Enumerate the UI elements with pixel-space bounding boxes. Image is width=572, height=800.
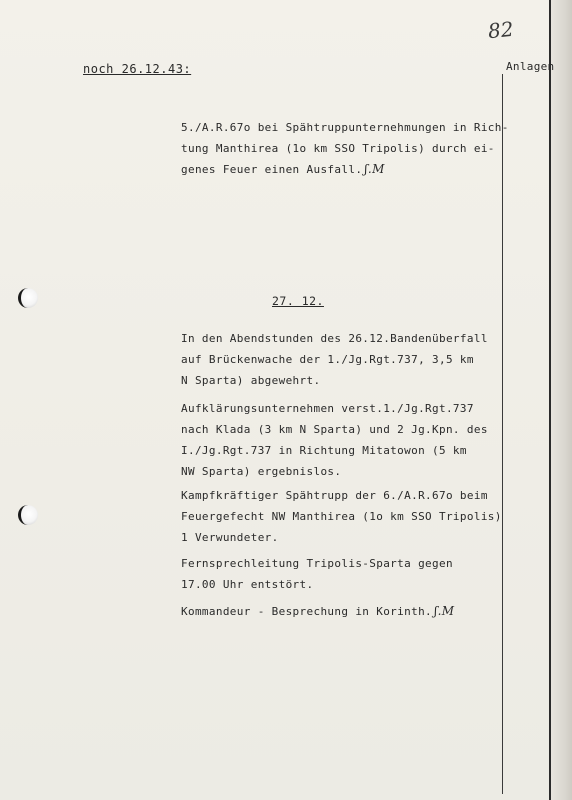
text-line: 17.00 Uhr entstört. bbox=[181, 578, 314, 591]
anlagen-margin-line bbox=[502, 74, 503, 794]
punch-hole bbox=[18, 505, 38, 525]
text-line: NW Sparta) ergebnislos. bbox=[181, 465, 342, 478]
header-date: noch 26.12.43: bbox=[83, 62, 192, 76]
text-line: 5./A.R.67o bei Spähtruppunternehmungen in Rich- bbox=[181, 121, 509, 134]
text-line-content: genes Feuer einen Ausfall. bbox=[181, 163, 363, 176]
punch-hole bbox=[18, 288, 38, 308]
paragraph-5 bbox=[181, 601, 454, 622]
initials-signature: ʃ.M bbox=[364, 162, 385, 176]
page-edge bbox=[550, 0, 572, 800]
binding-line bbox=[549, 0, 551, 800]
text-line: tung Manthirea (1o km SSO Tripolis) durch ei- bbox=[181, 142, 495, 155]
text-line: I./Jg.Rgt.737 in Richtung Mitatowon (5 km bbox=[181, 444, 467, 457]
entry-26-12 bbox=[181, 117, 509, 180]
text-line: 1 Verwundeter. bbox=[181, 531, 279, 544]
text-line: nach Klada (3 km N Sparta) und 2 Jg.Kpn. des bbox=[181, 423, 488, 436]
paragraph-1 bbox=[181, 328, 488, 391]
text-line: Fernsprechleitung Tripolis-Sparta gegen bbox=[181, 557, 453, 570]
text-line: In den Abendstunden des 26.12.Bandenüberfall bbox=[181, 332, 488, 345]
section-date: 27. 12. bbox=[272, 294, 324, 308]
paragraph-4 bbox=[181, 553, 453, 595]
text-line-content: Kommandeur - Besprechung in Korinth. bbox=[181, 605, 433, 618]
text-line: auf Brückenwache der 1./Jg.Rgt.737, 3,5 km bbox=[181, 353, 474, 366]
anlagen-column-header: Anlagen bbox=[506, 60, 555, 73]
text-line bbox=[181, 159, 509, 180]
text-line bbox=[181, 601, 454, 622]
paragraph-3 bbox=[181, 485, 502, 548]
text-line: N Sparta) abgewehrt. bbox=[181, 374, 321, 387]
initials-signature: ʃ.M bbox=[434, 604, 455, 618]
text-line: Feuergefecht NW Manthirea (1o km SSO Tripolis) bbox=[181, 510, 502, 523]
paragraph-2 bbox=[181, 398, 488, 482]
text-line: Aufklärungsunternehmen verst.1./Jg.Rgt.737 bbox=[181, 402, 474, 415]
page-number: 82 bbox=[486, 16, 515, 44]
text-line: Kampfkräftiger Spähtrupp der 6./A.R.67o beim bbox=[181, 489, 488, 502]
